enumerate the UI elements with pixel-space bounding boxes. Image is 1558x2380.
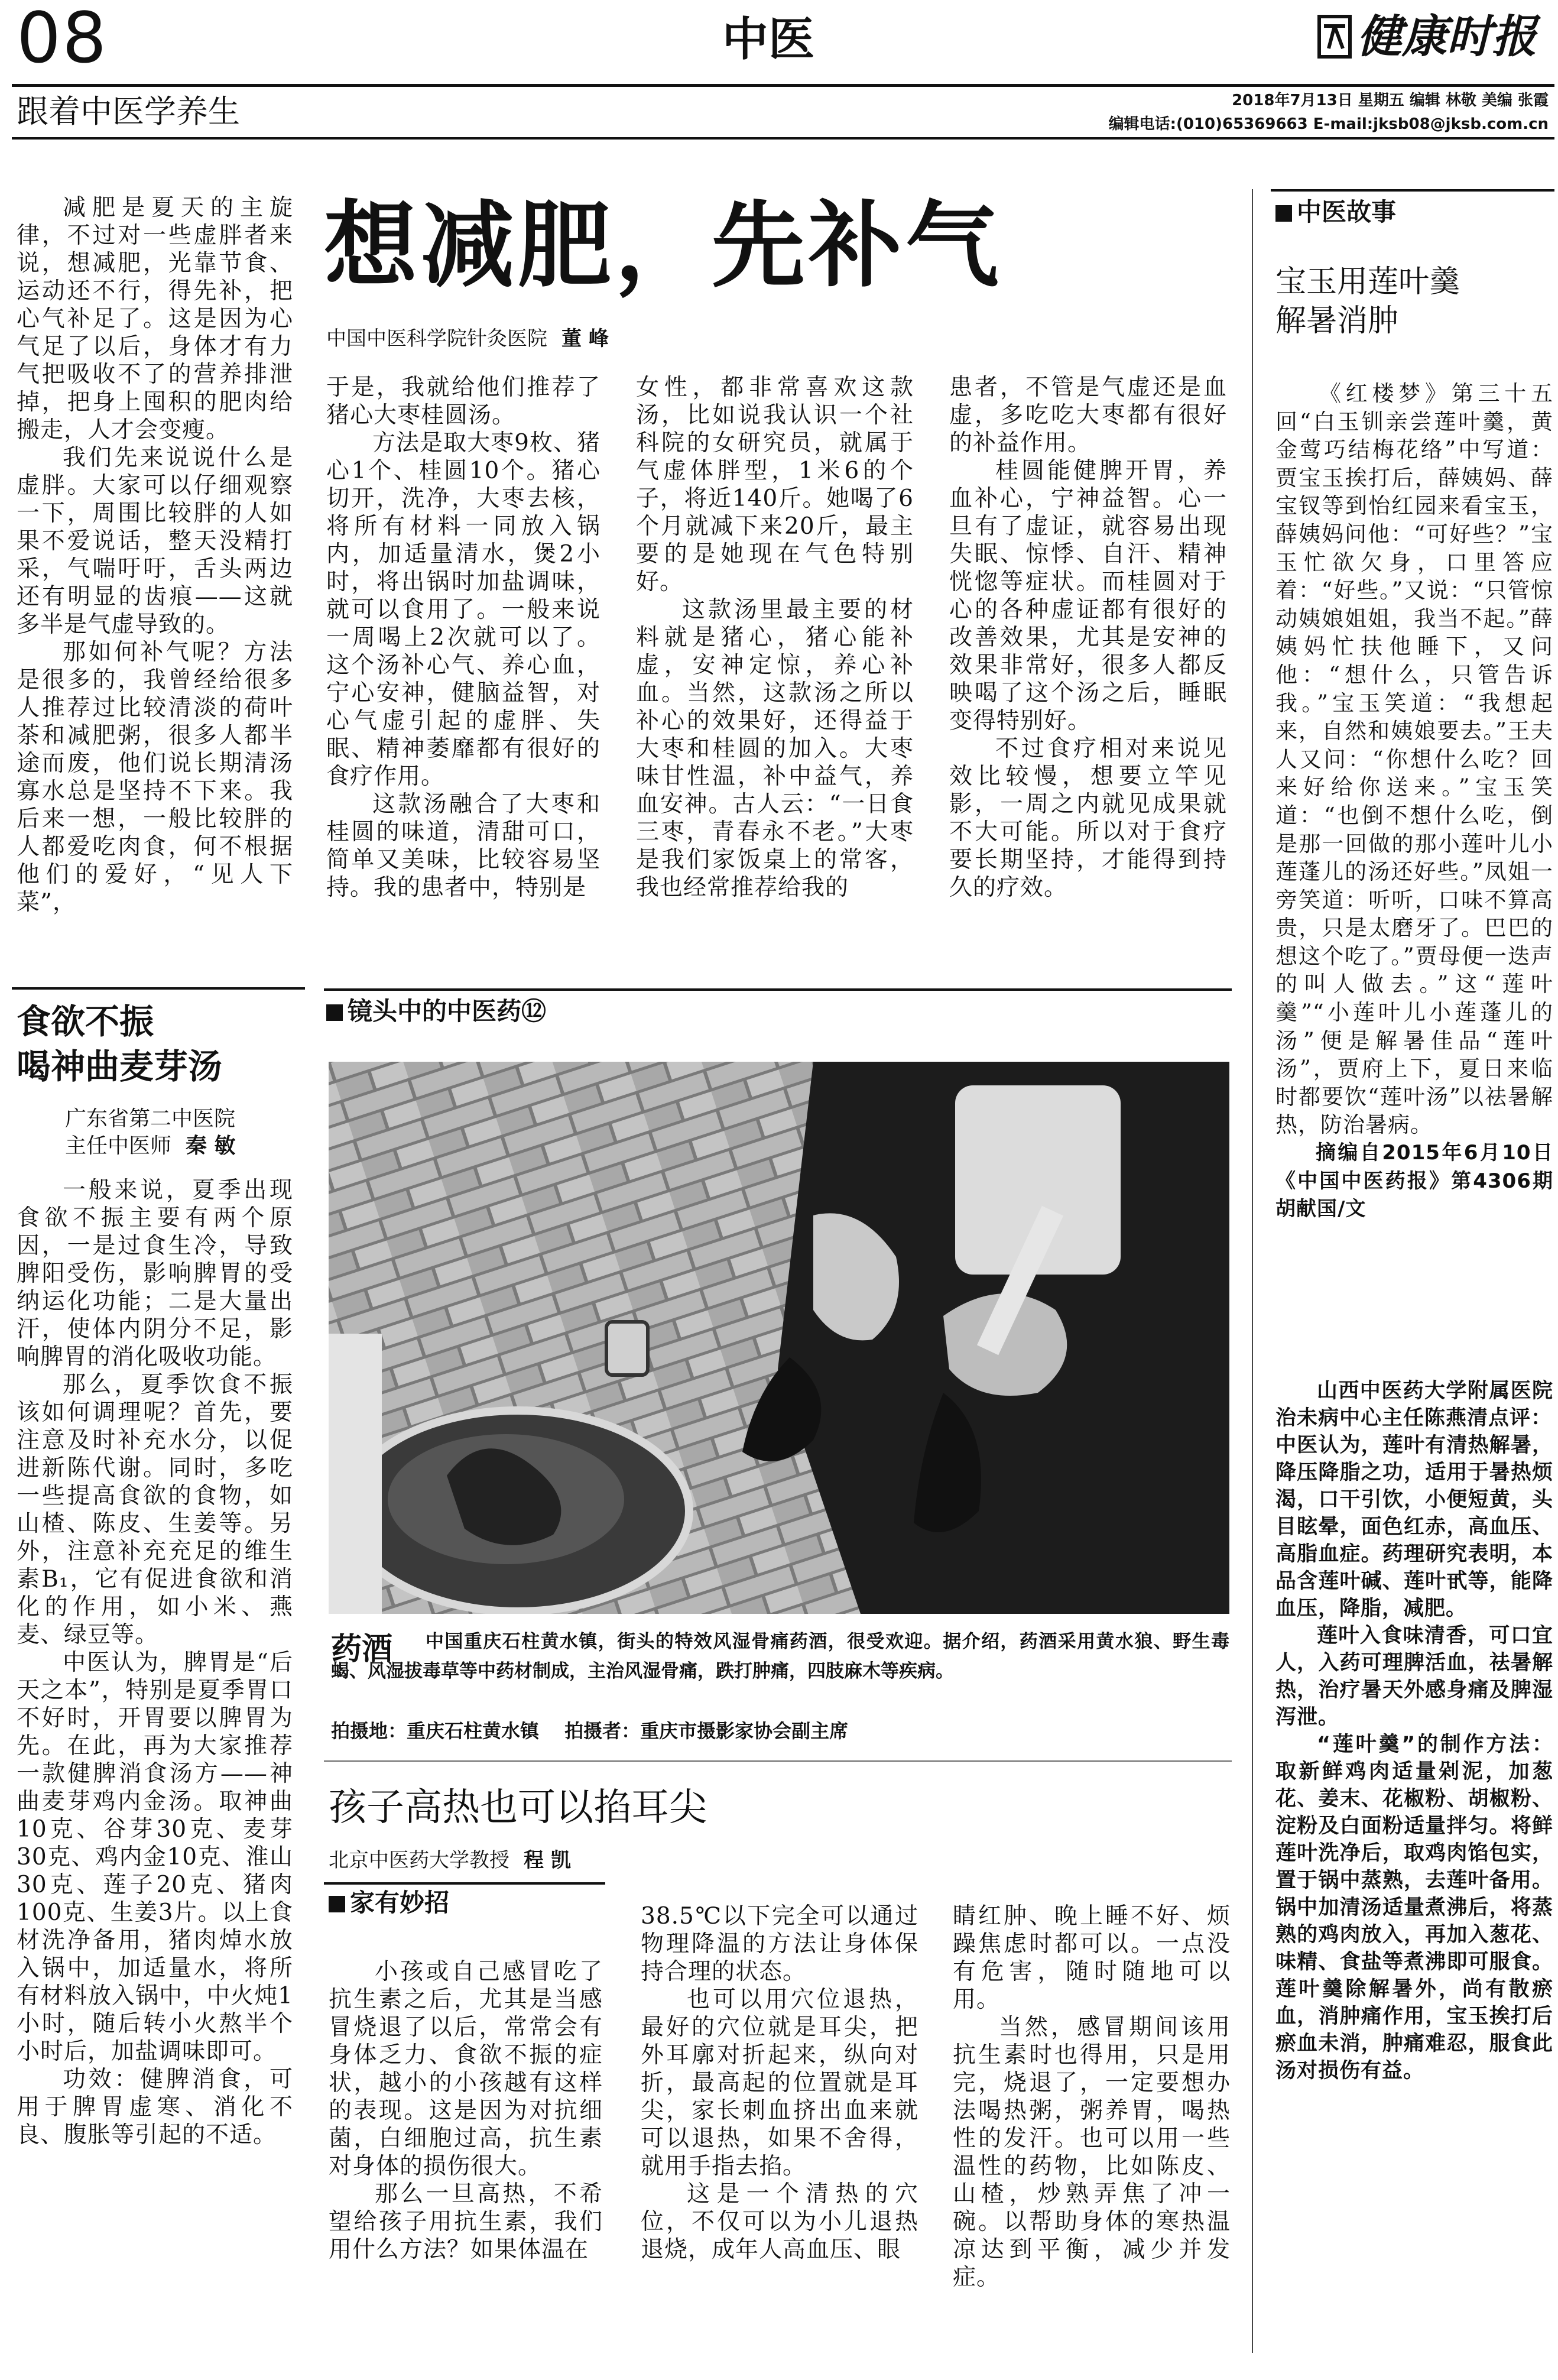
byline-org: 北京中医药大学教授 bbox=[329, 1849, 509, 1872]
paragraph: 这款汤里最主要的材料就是猪心，猪心能补虚，安神定惊，养心补血。当然，这款汤之所以补心的效果好，还得益于大枣和桂圆的加入。大枣味甘性温，补中益气，养血安神。古人云：“一日食三枣，青春永不老。”大枣是我们家饭桌上的常客，我也经常推荐给我的 bbox=[636, 596, 914, 901]
main-article-col1 bbox=[17, 194, 293, 916]
paragraph: 这是一个清热的穴位，不仅可以为小儿退热退烧，成年人高血压、眼 bbox=[641, 2181, 918, 2263]
story-title-line1: 宝玉用莲叶羹 bbox=[1275, 264, 1460, 300]
byline-org: 中国中医科学院针灸医院 bbox=[326, 327, 547, 351]
paragraph: 不过食疗相对来说见效比较慢，想要立竿见影，一周之内就见成果就不大可能。所以对于食疗要长期坚持，才能得到持久的疗效。 bbox=[949, 735, 1227, 901]
byline-title: 主任中医师 秦 敏 bbox=[65, 1134, 236, 1158]
story-title-line2: 解暑消肿 bbox=[1275, 303, 1399, 339]
story-body bbox=[1275, 380, 1553, 1224]
paragraph: 这款汤融合了大枣和桂圆的味道，清甜可口，简单又美味，比较容易坚持。我的患者中，特别是 bbox=[326, 791, 601, 901]
byline-author: 程 凯 bbox=[524, 1849, 571, 1872]
photo-section-rule bbox=[324, 988, 1232, 991]
section-square-icon bbox=[1275, 205, 1292, 222]
logo-mark-icon bbox=[1317, 13, 1352, 60]
fever-article-byline bbox=[329, 1848, 571, 1873]
header-rule bbox=[12, 84, 1554, 87]
paragraph: 莲叶入食味清香，可口宜人，入药可理脾活血，祛暑解热，治疗暑天外感身痛及脾湿泻泄。 bbox=[1275, 1624, 1553, 1729]
paragraph: 一般来说，夏季出现食欲不振主要有两个原因，一是过食生冷，导致脾阳受伤，影响脾胃的受纳运化功能；二是大量出汗，使体内阴分不足，影响脾胃的消化吸收功能。 bbox=[17, 1177, 293, 1370]
page-number: 08 bbox=[17, 0, 108, 79]
news-photo bbox=[329, 1062, 1229, 1614]
newspaper-logo bbox=[1317, 8, 1553, 67]
appetite-title-line1: 食欲不振 bbox=[17, 1001, 154, 1042]
subheader-rule bbox=[12, 137, 1554, 140]
main-article-col4 bbox=[949, 374, 1227, 902]
paragraph: 睛红肿、晚上睡不好、烦躁焦虑时都可以。一点没有危害，随时随地可以用。 bbox=[953, 1903, 1231, 2013]
paragraph: 减肥是夏天的主旋律，不过对一些虚胖者来说，想减肥，光靠节食、运动还不行，得先补，把心气补足了。这是因为心气足了以后，身体才有力气把吸收不了的营养排泄掉，把身上囤积的肥肉给搬走，人才会变瘦。 bbox=[17, 194, 293, 443]
story-source: 摘编自2015年6月10日《中国中医药报》第4306期 胡献国/文 bbox=[1275, 1141, 1553, 1221]
paragraph: “莲叶羹”的制作方法：取新鲜鸡肉适量剁泥，加葱花、姜末、花椒粉、胡椒粉、淀粉及白面粉适量拌匀。将鲜莲叶洗净后，取鸡肉馅包实，置于锅中蒸熟，去莲叶备用。锅中加清汤适量煮沸后，将蒸熟的鸡肉放入，再加入葱花、味精、食盐等煮沸即可服食。莲叶羹除解暑外，尚有散瘀血，消肿痛作用，宝玉挨打后瘀血未消，肿痛难忍，服食此汤对损伤有益。 bbox=[1275, 1733, 1553, 2083]
paragraph: 功效：健脾消食，可用于脾胃虚寒、消化不良、腹胀等引起的不适。 bbox=[17, 2066, 293, 2148]
paragraph: 中医认为，莲叶有清热解暑，降压降脂之功，适用于暑热烦渴，口干引饮，小便短黄，头目眩晕，面色红赤，高血压、高脂血症。药理研究表明，本品含莲叶碱、莲叶甙等，能降血压，降脂，减肥。 bbox=[1275, 1434, 1553, 1620]
commentator: 山西中医药大学附属医院治未病中心主任陈燕清点评： bbox=[1275, 1379, 1553, 1430]
appetite-byline bbox=[65, 1105, 301, 1160]
caption-label: 药酒 bbox=[331, 1632, 393, 1667]
appetite-title bbox=[17, 999, 222, 1089]
paragraph: 《红楼梦》第三十五回“白玉钏亲尝莲叶羹，黄金莺巧结梅花络”中写道：贾宝玉挨打后，薛姨妈、薛宝钗等到怡红园来看宝玉，薛姨妈问他：“可好些？”宝玉忙欲欠身，口里答应着：“好些。”又说：“只管惊动姨娘姐姐，我当不起。”薛姨妈忙扶他睡下，又问他：“想什么，只管告诉我。”宝玉笑道：“我想起来，自然和姨娘要去。”王夫人又问：“你想什么吃？回来好给你送来。”宝玉笑道：“也倒不想什么吃，倒是那一回做的那小莲叶儿小莲蓬儿的汤还好些。”凤姐一旁笑道：听听，口味不算高贵，只是太磨牙了。巴巴的想这个吃了。”贾母便一迭声的叫人做去。”这“莲叶羹”“小莲叶儿小莲蓬儿的汤”便是解暑佳品“莲叶汤”，贾府上下，夏日来临时都要饮“莲叶汤”以祛暑解热，防治暑病。 bbox=[1275, 381, 1553, 1138]
photo-caption: 中国重庆石柱黄水镇，街头的特效风湿骨痛药酒，很受欢迎。据介绍，药酒采用黄水狼、野生毒蝎、风湿拔毒草等中药材制成，主治风湿骨痛，跌打肿痛，四肢麻木等疾病。 bbox=[331, 1631, 1229, 1682]
fever-col1 bbox=[329, 1958, 603, 2264]
fever-tip-rule bbox=[324, 1882, 605, 1885]
fever-col3 bbox=[953, 1902, 1231, 2291]
appetite-body bbox=[17, 1176, 293, 2149]
photo-credit bbox=[331, 1718, 848, 1744]
paragraph: 桂圆能健脾开胃，养血补心，宁神益智。心一旦有了虚证，就容易出现失眠、惊悸、自汗、精神恍惚等症状。而桂圆对于心的各种虚证都有很好的改善效果，尤其是安神的效果非常好，很多人都反映喝了这个汤之后，睡眠变得特别好。 bbox=[949, 458, 1227, 734]
paragraph: 小孩或自己感冒吃了抗生素之后，尤其是当感冒烧退了以后，常常会有身体乏力、食欲不振的症状，越小的小孩越有这样的表现。这是因为对抗细菌，白细胞过高，抗生素对身体的损伤很大。 bbox=[329, 1959, 603, 2180]
appetite-top-rule bbox=[12, 987, 305, 990]
section-square-icon bbox=[326, 1004, 343, 1021]
fever-col2 bbox=[641, 1902, 918, 2264]
photographer: 拍摄者：重庆市摄影家协会副主席 bbox=[564, 1720, 849, 1742]
appetite-title-line2: 喝神曲麦芽汤 bbox=[17, 1046, 223, 1087]
paragraph: 中医认为，脾胃是“后天之本”，特别是夏季胃口不好时，开胃要以脾胃为先。在此，再为大家推荐一款健脾消食汤方——神曲麦芽鸡内金汤。取神曲10克、谷芽30克、麦芽30克、鸡内金10克、淮山30克、莲子20克、猪肉100克、生姜3片。以上食材洗净备用，猪肉焯水放入锅中，加适量水，将所有材料放入锅中，中火炖1小时，随后转小火熬半个小时后，加盐调味即可。 bbox=[17, 1649, 293, 2065]
story-top-rule bbox=[1271, 189, 1554, 192]
fever-article-title: 孩子高热也可以掐耳尖 bbox=[329, 1786, 707, 1830]
main-article-col3 bbox=[636, 374, 914, 902]
story-title bbox=[1275, 262, 1460, 341]
paragraph: 也可以用穴位退热，最好的穴位就是耳尖，把外耳廓对折起来，纵向对折，最高起的位置就是耳尖，家长刺血挤出血来就可以退热，如果不舍得，就用手指去掐。 bbox=[641, 1986, 918, 2180]
paragraph: 女性，都非常喜欢这款汤，比如说我认识一个社科院的女研究员，就属于气虚体胖型，1米6的个子，将近140斤。她喝了6个月就减下来20斤，最主要的是她现在气色特别好。 bbox=[636, 374, 914, 595]
paragraph: 那么一旦高热，不希望给孩子用抗生素，我们用什么方法？如果体温在 bbox=[329, 2181, 603, 2263]
section-square-icon bbox=[329, 1896, 345, 1912]
paragraph: 38.5℃以下完全可以通过物理降温的方法让身体保持合理的状态。 bbox=[641, 1903, 918, 1985]
fever-section-label: 家有妙招 bbox=[329, 1888, 449, 1918]
photo-illustration bbox=[329, 1062, 1229, 1614]
story-section-label: 中医故事 bbox=[1275, 197, 1396, 227]
byline-org: 广东省第二中医院 bbox=[65, 1107, 236, 1131]
column-name: 跟着中医学养生 bbox=[17, 93, 240, 130]
contact-line: 编辑电话:(010)65369663 E-mail:jksb08@jksb.com.cn bbox=[1108, 115, 1549, 133]
story-commentary bbox=[1275, 1377, 1553, 2084]
column-divider bbox=[1252, 189, 1253, 2353]
main-article-byline bbox=[326, 326, 609, 351]
main-article-col2 bbox=[326, 374, 601, 902]
fever-top-rule bbox=[324, 1760, 1232, 1762]
photo-section-header: 镜头中的中医药⑫ bbox=[326, 997, 546, 1026]
paragraph: 于是，我就给他们推荐了猪心大枣桂圆汤。 bbox=[326, 374, 601, 429]
paragraph: 那么，夏季饮食不振该如何调理呢？首先，要注意及时补充水分，以促进新陈代谢。同时，多吃一些提高食欲的食物，如山楂、陈皮、生姜等。另外，注意补充充足的维生素B₁，它有促进食欲和消化的作用，如小米、燕麦、绿豆等。 bbox=[17, 1371, 293, 1648]
paragraph: 那如何补气呢？方法是很多的，我曾经给很多人推荐过比较清淡的荷叶茶和减肥粥，很多人都半途而废，他们说长期清汤寡水总是坚持不下来。我后来一想，一般比较胖的人都爱吃肉食，何不根据他们的爱好，“见人下菜”， bbox=[17, 639, 293, 916]
paragraph: 当然，感冒期间该用抗生素时也得用，只是用完，烧退了，一定要想办法喝热粥，粥养胃，喝热性的发汗。也可以用一些温性的药物，比如陈皮、山楂，炒熟弄焦了冲一碗。以帮助身体的寒热温凉达到平衡，减少并发症。 bbox=[953, 2014, 1231, 2291]
main-article-title: 想减肥，先补气 bbox=[324, 192, 1002, 300]
photo-location: 拍摄地：重庆石柱黄水镇 bbox=[331, 1720, 540, 1742]
paragraph: 患者，不管是气虚还是血虚，多吃吃大枣都有很好的补益作用。 bbox=[949, 374, 1227, 456]
section-title: 中医 bbox=[722, 13, 815, 66]
byline-author: 秦 敏 bbox=[186, 1134, 236, 1158]
byline-author: 董 峰 bbox=[561, 327, 609, 351]
paragraph: 方法是取大枣9枚、猪心1个、桂圆10个。猪心切开，洗净，大枣去核，将所有材料一同放入锅内，加适量清水，煲2小时，将出锅时加盐调味，就可以食用了。一般来说一周喝上2次就可以了。这个汤补心气、养心血，宁心安神，健脑益智，对心气虚引起的虚胖、失眠、精神萎靡都有很好的食疗作用。 bbox=[326, 430, 601, 790]
paragraph: 我们先来说说什么是虚胖。大家可以仔细观察一下，周围比较胖的人如果不爱说话，整天没精打采，气喘吁吁，舌头两边还有明显的齿痕——这就多半是气虚导致的。 bbox=[17, 445, 293, 638]
logo-text: 健康时报 bbox=[1357, 10, 1537, 63]
date-editor-line: 2018年7月13日 星期五 编辑 林敬 美编 张霞 bbox=[1232, 92, 1549, 109]
